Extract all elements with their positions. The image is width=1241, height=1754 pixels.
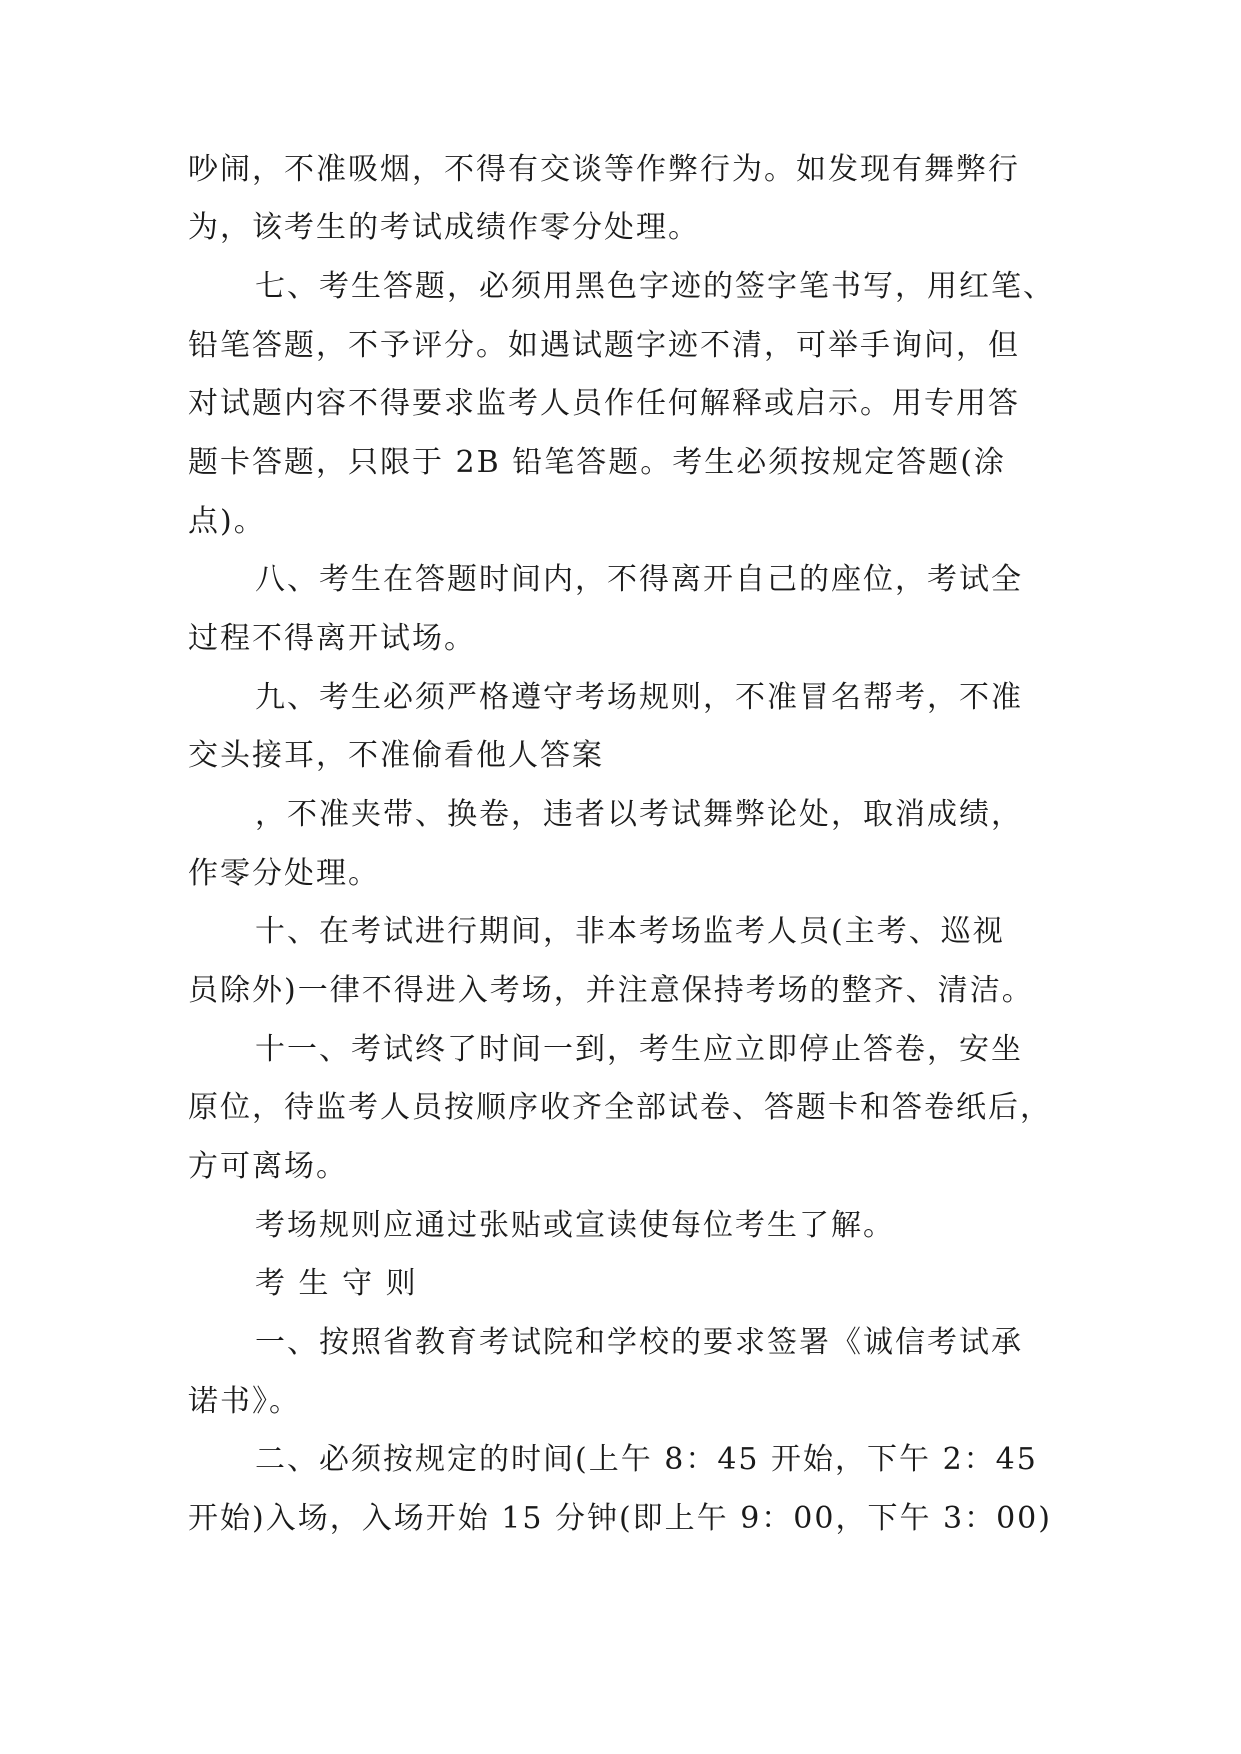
text-line-21: 一、按照省教育考试院和学校的要求签署《诚信考试承: [255, 1325, 1023, 1360]
text-line-11: 交头接耳，不准偷看他人答案: [188, 738, 604, 773]
text-line-19: 考场规则应通过张贴或宣读使每位考生了解。: [255, 1208, 895, 1243]
text-line-17: 原位，待监考人员按顺序收齐全部试卷、答题卡和答卷纸后，: [188, 1090, 1052, 1125]
text-line-13: 作零分处理。: [188, 856, 380, 891]
text-line-22: 诺书》。: [188, 1384, 301, 1419]
section-heading: 考 生 守 则: [255, 1266, 418, 1301]
text-line-16: 十一、考试终了时间一到，考生应立即停止答卷，安坐: [255, 1032, 1023, 1067]
text-line-14: 十、在考试进行期间，非本考场监考人员(主考、巡视: [255, 914, 1005, 949]
text-line-9: 过程不得离开试场。: [188, 621, 476, 656]
text-line-7: 点)。: [188, 504, 266, 539]
text-line-5: 对试题内容不得要求监考人员作任何解释或启示。用专用答: [188, 386, 1020, 421]
text-line-15: 员除外)一律不得进入考场，并注意保持考场的整齐、清洁。: [188, 973, 1034, 1008]
text-line-24: 开始)入场，入场开始 15 分钟(即上午 9：00，下午 3：00): [188, 1501, 1052, 1536]
text-line-3: 七、考生答题，必须用黑色字迹的签字笔书写，用红笔、: [255, 269, 1055, 304]
text-line-2: 为，该考生的考试成绩作零分处理。: [188, 210, 700, 245]
text-line-10: 九、考生必须严格遵守考场规则，不准冒名帮考，不准: [255, 680, 1023, 715]
text-line-6: 题卡答题，只限于 2B 铅笔答题。考生必须按规定答题(涂: [188, 445, 1006, 480]
text-line-4: 铅笔答题，不予评分。如遇试题字迹不清，可举手询问，但: [188, 328, 1020, 363]
text-line-8: 八、考生在答题时间内，不得离开自己的座位，考试全: [255, 562, 1023, 597]
text-line-1: 吵闹，不准吸烟，不得有交谈等作弊行为。如发现有舞弊行: [188, 152, 1020, 187]
text-line-23: 二、必须按规定的时间(上午 8：45 开始，下午 2：45: [255, 1442, 1038, 1477]
text-line-12: ，不准夹带、换卷，违者以考试舞弊论处，取消成绩，: [255, 797, 1023, 832]
text-line-18: 方可离场。: [188, 1149, 348, 1184]
